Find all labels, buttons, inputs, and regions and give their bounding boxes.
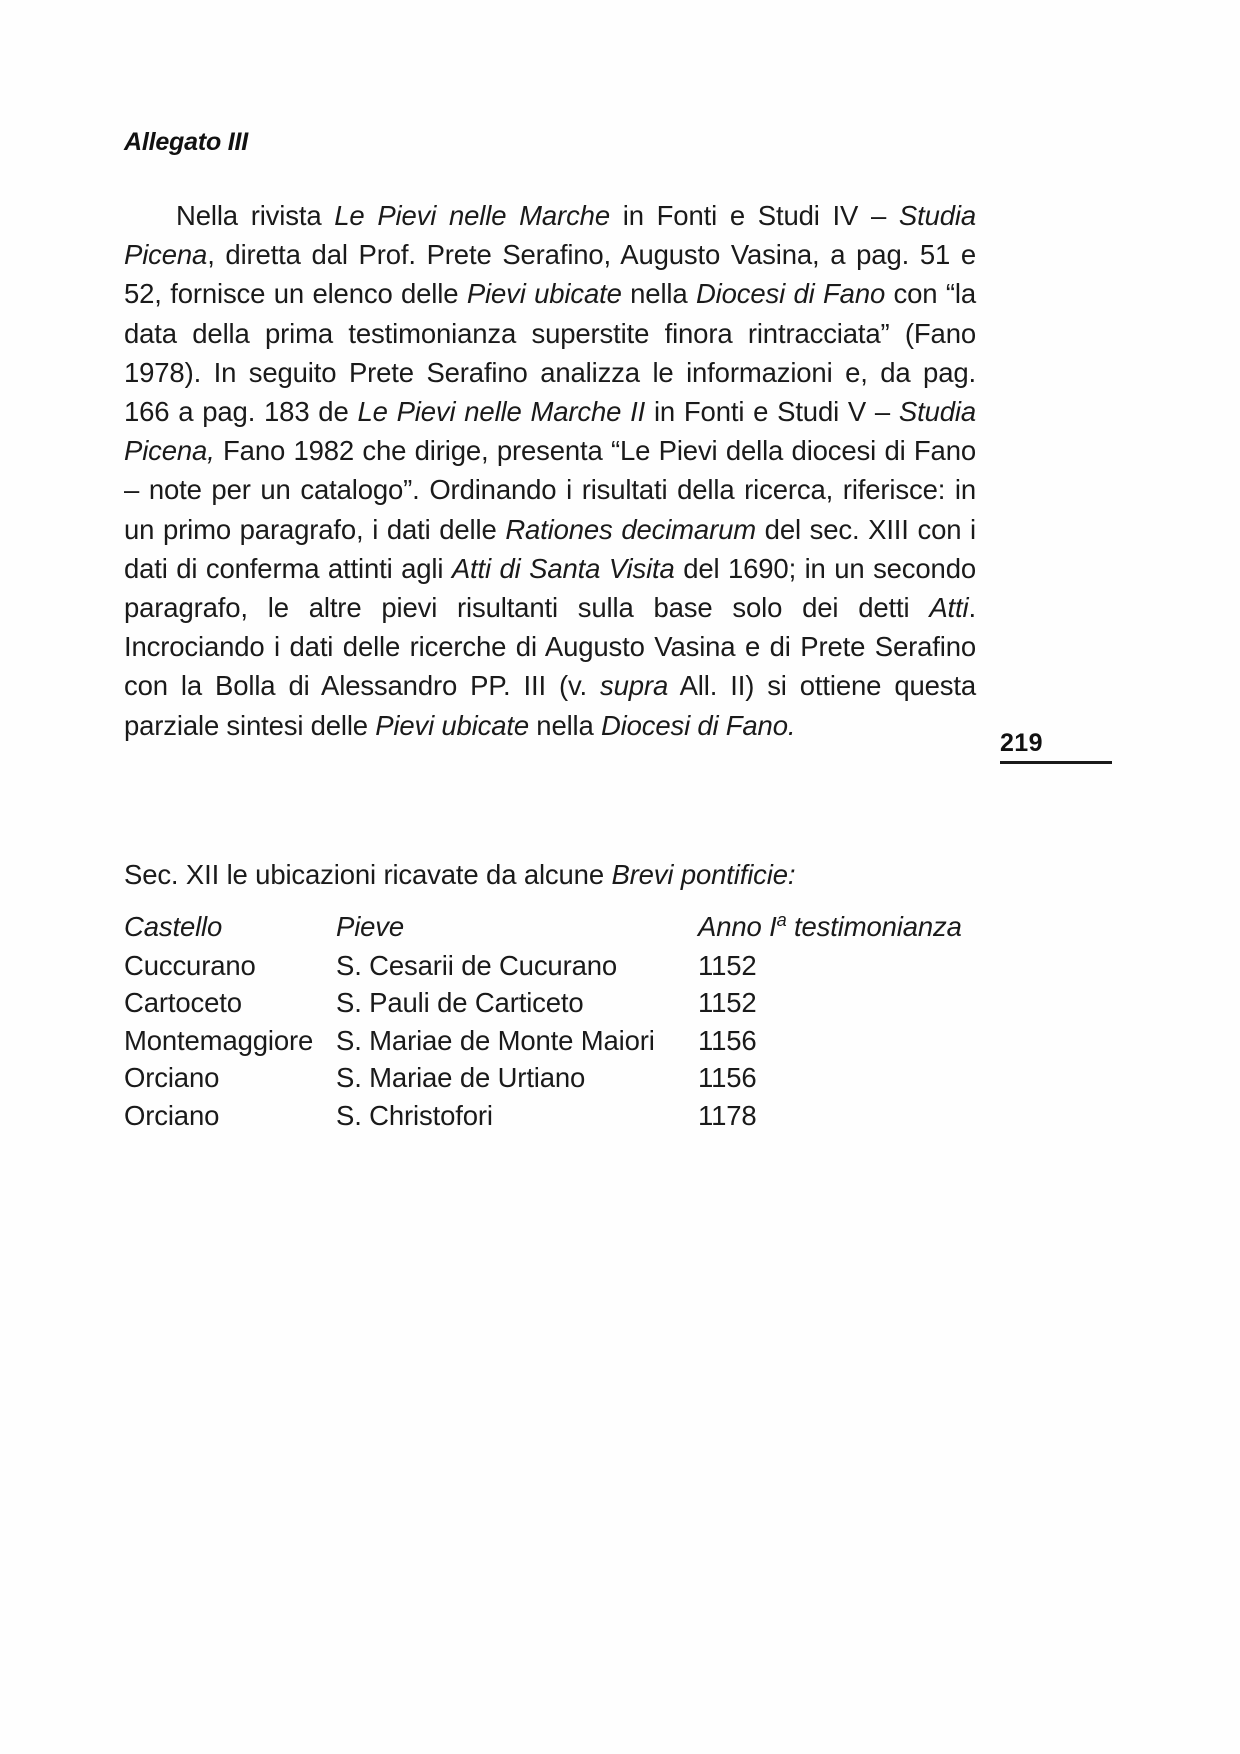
italic-run: Pievi ubicate — [466, 278, 622, 310]
column-header-anno — [698, 908, 978, 947]
italic-run: supra — [600, 670, 669, 702]
italic-run: Le Pievi nelle Marche — [334, 200, 610, 231]
italic-run: Atti di Santa Visita — [451, 552, 675, 584]
italic-run: Rationes decimarum — [505, 513, 756, 545]
table-row — [124, 1097, 978, 1135]
text-run: All. II) si ottiene questa parziale sintesi delle — [124, 670, 976, 741]
body-paragraph — [124, 196, 976, 745]
italic-run: Studia Picena, — [124, 396, 976, 467]
table-header-row — [124, 908, 978, 947]
text-run: , diretta dal Prof. Prete Serafino, Augusto Vasina, a pag. 51 e 52, fornisce un elenco delle — [124, 239, 976, 310]
table-row — [124, 1022, 978, 1060]
table-row — [124, 1059, 978, 1097]
anno-header-suffix: testimonianza — [786, 911, 962, 942]
pievi-table — [124, 908, 978, 1134]
text-run: Fano 1982 che dirige, presenta “Le Pievi della diocesi di Fano – note per un catalogo”. Ordinando i risultati della ricerca, riferisce: in un primo paragrafo, i dati delle — [124, 435, 976, 545]
column-header-castello: Castello — [124, 911, 223, 942]
table-head — [124, 908, 978, 947]
cell-anno: 1156 — [698, 1024, 757, 1056]
text-run: in Fonti e Studi V – — [645, 396, 899, 428]
cell-anno: 1152 — [698, 987, 757, 1018]
cell-castello: Cuccurano — [124, 949, 256, 981]
table-intro-line — [124, 855, 795, 894]
folio-rule — [1000, 761, 1112, 764]
cell-pieve: S. Cesarii de Cucurano — [336, 949, 618, 981]
cell-castello: Orciano — [124, 1099, 220, 1131]
body-paragraph-block — [124, 196, 976, 745]
text-run: Nella rivista — [176, 200, 335, 231]
folio — [1000, 728, 1112, 764]
cell-castello: Orciano — [124, 1062, 220, 1093]
page-title: Allegato III — [124, 128, 249, 156]
text-run: Sec. XII le ubicazioni ricavate da alcune — [124, 859, 612, 890]
cell-anno: 1152 — [698, 949, 757, 981]
italic-run: Diocesi di Fano — [695, 278, 886, 310]
cell-pieve: S. Mariae de Urtiano — [336, 1062, 586, 1093]
anno-header-superscript: a — [776, 909, 787, 930]
column-header-pieve: Pieve — [336, 911, 405, 942]
text-run: nella — [621, 278, 696, 310]
italic-run: Brevi pontificie: — [611, 859, 796, 890]
text-run: del sec. XIII con i dati di conferma attinti agli — [124, 513, 976, 584]
text-run: con “la data della prima testimonianza superstite finora rintracciata” (Fano 1978). In seguito Prete Serafino analizza le informazioni e, da pag. 166 a pag. 183 de — [124, 278, 976, 428]
italic-run: Atti — [929, 592, 969, 624]
italic-run: Le Pievi nelle Marche II — [357, 396, 646, 428]
page-number: 219 — [1000, 729, 1043, 757]
text-run: del 1690; in un secondo paragrafo, le altre pievi risultanti sulla base solo dei detti — [124, 552, 976, 624]
cell-pieve: S. Christofori — [336, 1099, 493, 1131]
cell-anno: 1156 — [698, 1062, 757, 1093]
italic-run: Pievi ubicate — [375, 709, 530, 741]
cell-pieve: S. Pauli de Carticeto — [336, 987, 584, 1018]
cell-castello: Montemaggiore — [124, 1024, 314, 1056]
anno-header-prefix: Anno I — [698, 911, 777, 942]
cell-pieve: S. Mariae de Monte Maiori — [336, 1024, 655, 1056]
cell-castello: Cartoceto — [124, 987, 242, 1018]
text-run: . Incrociando i dati delle ricerche di Augusto Vasina e di Prete Serafino con la Bolla di Alessandro PP. III (v. — [124, 592, 976, 702]
text-run: nella — [529, 709, 601, 741]
italic-run: Studia Picena — [124, 200, 976, 271]
cell-anno: 1178 — [698, 1099, 757, 1131]
text-run: in Fonti e Studi IV – — [609, 200, 899, 231]
table-row — [124, 984, 978, 1022]
table-row — [124, 947, 978, 985]
italic-run: Diocesi di Fano. — [600, 709, 796, 741]
table-body — [124, 947, 978, 1135]
